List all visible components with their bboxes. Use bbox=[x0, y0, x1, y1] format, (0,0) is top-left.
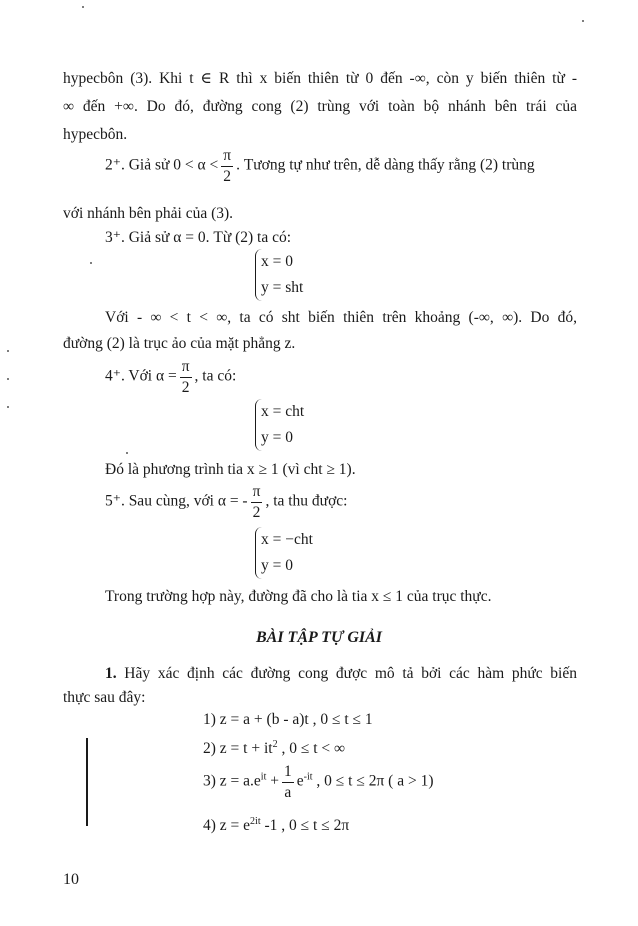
case3-num: 3⁺ bbox=[105, 229, 121, 246]
item3-frac-den: a bbox=[284, 783, 292, 801]
case5-system bbox=[255, 527, 313, 579]
item4-b: -1 , 0 ≤ t ≤ 2π bbox=[260, 817, 350, 835]
case4-post: , ta có: bbox=[194, 367, 237, 385]
case5-fraction bbox=[251, 484, 263, 520]
exercise-item-4 bbox=[203, 817, 349, 834]
case3-after2: đường (2) là trục ảo của mặt phẳng z. bbox=[63, 335, 296, 352]
item3-c: e bbox=[296, 772, 304, 790]
scan-speck bbox=[7, 378, 9, 380]
case4-system bbox=[255, 399, 304, 451]
case2-frac-den: 2 bbox=[223, 167, 232, 185]
exercise-line2: thực sau đây: bbox=[63, 689, 146, 706]
item3-sup2: -it bbox=[303, 771, 313, 783]
exercise-line1 bbox=[105, 666, 577, 682]
case2-post: . Tương tự như trên, dễ dàng thấy rằng (2) trùng bbox=[236, 156, 535, 174]
case4-after: Đó là phương trình tia x ≥ 1 (vì cht ≥ 1). bbox=[105, 461, 356, 478]
case3-eq1: x = 0 bbox=[261, 253, 293, 270]
exercise-item-3 bbox=[203, 764, 433, 800]
scan-speck bbox=[582, 20, 584, 22]
case4-frac-den: 2 bbox=[181, 378, 190, 396]
case2-fraction bbox=[221, 148, 233, 184]
item3-b: + bbox=[266, 772, 279, 790]
page-number: 10 bbox=[63, 871, 79, 888]
item3-d: , 0 ≤ t ≤ 2π ( a > 1) bbox=[312, 772, 434, 790]
case3-text: . Giả sử α = 0. Từ (2) ta có: bbox=[120, 229, 292, 246]
case4-fraction bbox=[180, 359, 192, 395]
case5-frac-den: 2 bbox=[252, 503, 261, 521]
item3-fraction bbox=[282, 764, 294, 800]
case2-frac-num: π bbox=[221, 148, 233, 167]
exercise-item-1: 1) z = a + (b - a)t , 0 ≤ t ≤ 1 bbox=[203, 711, 373, 728]
case5-num: 5⁺ bbox=[105, 492, 121, 510]
case4-pre: . Với α = bbox=[120, 367, 177, 385]
para1-line1: hypecbôn (3). Khi t ∈ R thì x biến thiên từ 0 đến -∞, còn y biến thiên từ - bbox=[63, 70, 577, 87]
case3-line1 bbox=[105, 230, 291, 246]
case5-eq1: x = −cht bbox=[261, 531, 313, 548]
section-heading: BÀI TẬP TỰ GIẢI bbox=[255, 629, 383, 646]
case5-line1 bbox=[105, 484, 347, 520]
case5-pre: . Sau cùng, với α = - bbox=[120, 492, 248, 510]
para1-line2: ∞ đến +∞. Do đó, đường cong (2) trùng với toàn bộ nhánh bên trái của bbox=[63, 98, 577, 115]
case4-frac-num: π bbox=[180, 359, 192, 378]
case2-line1 bbox=[105, 148, 535, 184]
para1-line3: hypecbôn. bbox=[63, 126, 128, 143]
case4-num: 4⁺ bbox=[105, 367, 121, 385]
item3-sup1: it bbox=[260, 771, 267, 783]
exercise-num: 1. bbox=[105, 665, 117, 682]
case2-line2: với nhánh bên phải của (3). bbox=[63, 205, 234, 222]
case3-eq2: y = sht bbox=[261, 279, 304, 296]
scan-speck bbox=[7, 406, 9, 408]
scan-speck bbox=[126, 452, 128, 454]
case2-pre: . Giả sử 0 < α < bbox=[120, 156, 219, 174]
item3-a: 3) z = a.e bbox=[203, 772, 261, 790]
scan-speck bbox=[7, 350, 9, 352]
case4-eq1: x = cht bbox=[261, 403, 305, 420]
item4-sup: 2it bbox=[250, 816, 261, 827]
case3-system bbox=[255, 249, 303, 301]
item2-a: 2) z = t + it bbox=[203, 740, 273, 758]
case4-line1 bbox=[105, 359, 236, 395]
case5-frac-num: π bbox=[251, 484, 263, 503]
case4-eq2: y = 0 bbox=[261, 429, 293, 446]
item4-a: 4) z = e bbox=[203, 817, 251, 835]
case2-num: 2⁺ bbox=[105, 156, 121, 174]
case3-after1: Với - ∞ < t < ∞, ta có sht biến thiên trên khoảng (-∞, ∞). Do đó, bbox=[105, 309, 577, 326]
exercise-item-2 bbox=[203, 740, 345, 757]
item3-frac-num: 1 bbox=[282, 764, 294, 783]
item2-b: , 0 ≤ t < ∞ bbox=[277, 740, 346, 758]
case5-after: Trong trường hợp này, đường đã cho là tia x ≤ 1 của trục thực. bbox=[105, 588, 492, 605]
scan-speck bbox=[82, 6, 84, 8]
item2-sup: 2 bbox=[272, 739, 278, 750]
case5-post: , ta thu được: bbox=[265, 492, 348, 510]
case5-eq2: y = 0 bbox=[261, 557, 293, 574]
scan-speck bbox=[90, 262, 92, 264]
margin-bar bbox=[86, 738, 88, 826]
exercise-text1: Hãy xác định các đường cong được mô tả bởi các hàm phức biến bbox=[116, 665, 577, 682]
